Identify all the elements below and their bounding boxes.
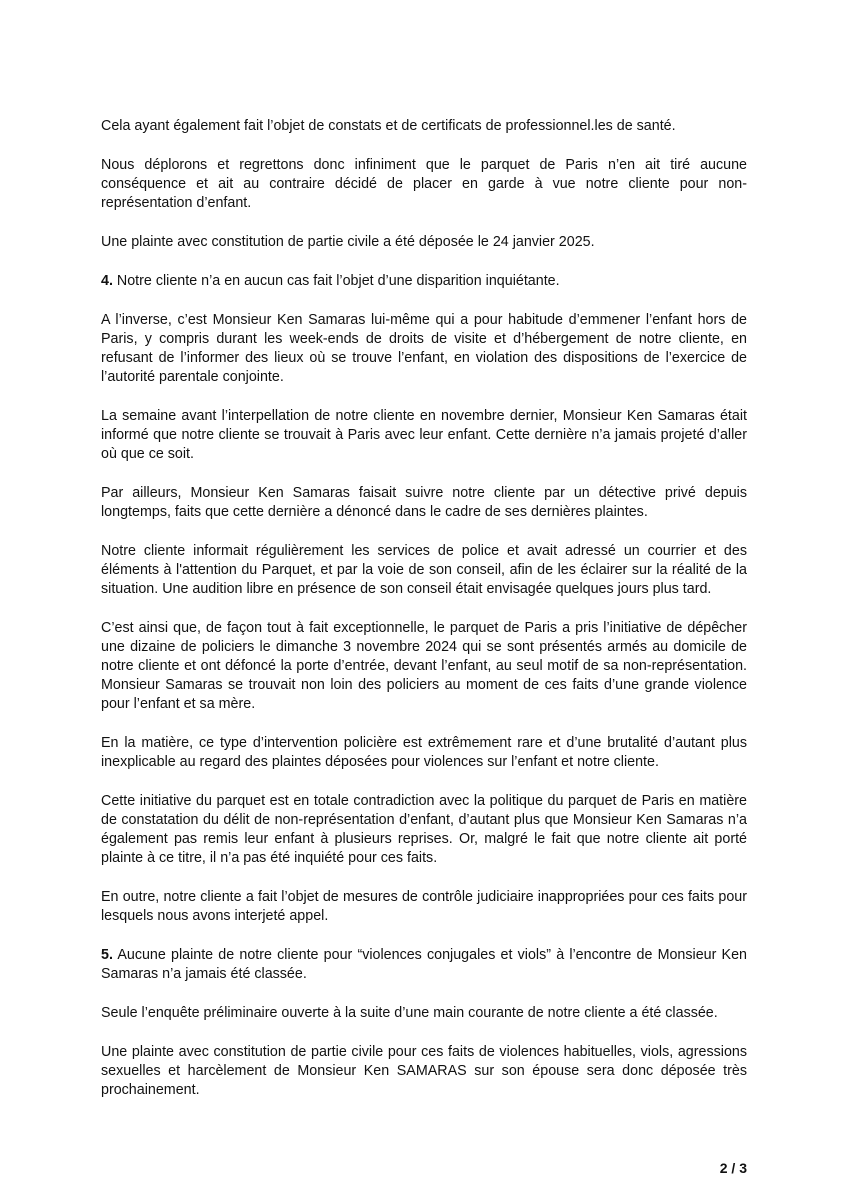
- paragraph-2: Nous déplorons et regrettons donc infiniment que le parquet de Paris n’en ait tiré aucune conséquence et ait au contraire décidé de placer en garde à vue notre cliente pour non-représentation d’enfant.: [101, 157, 747, 211]
- document-body: [101, 117, 747, 1120]
- paragraph-1: Cela ayant également fait l’objet de constats et de certificats de professionnel.les de santé.: [101, 118, 676, 134]
- paragraph-14: Seule l’enquête préliminaire ouverte à la suite d’une main courante de notre cliente a été classée.: [101, 1005, 718, 1021]
- paragraph-9: C’est ainsi que, de façon tout à fait exceptionnelle, le parquet de Paris a pris l’initiative de dépêcher une dizaine de policiers le dimanche 3 novembre 2024 qui se sont présentés armés au domicile de notre cliente et ont défoncé la porte d’entrée, devant l’enfant, au seul motif de sa non-représentation. Monsieur Samaras se trouvait non loin des policiers au moment de ces faits d’une grande violence pour l’enfant et sa mère.: [101, 620, 747, 712]
- paragraph-15: Une plainte avec constitution de partie civile pour ces faits de violences habituelles, viols, agressions sexuelles et harcèlement de Monsieur Ken SAMARAS sur son épouse sera donc déposée très prochainement.: [101, 1044, 747, 1098]
- paragraph-8: Notre cliente informait régulièrement les services de police et avait adressé un courrier et des éléments à l'attention du Parquet, et par la voie de son conseil, afin de les éclairer sur la réalité de la situation. Une audition libre en présence de son conseil était envisagée quelques jours plus tard.: [101, 543, 747, 597]
- paragraph-6: La semaine avant l’interpellation de notre cliente en novembre dernier, Monsieur Ken Samaras était informé que notre cliente se trouvait à Paris avec leur enfant. Cette dernière n’a jamais projeté d’aller où que ce soit.: [101, 408, 747, 462]
- paragraph-13: 5. Aucune plainte de notre cliente pour “violences conjugales et viols” à l’encontre de Monsieur Ken Samaras n’a jamais été classée.: [101, 947, 747, 982]
- paragraph-4: 4. Notre cliente n’a en aucun cas fait l’objet d’une disparition inquiétante.: [101, 273, 560, 289]
- paragraph-number: 4.: [101, 273, 113, 289]
- paragraph-number: 5.: [101, 947, 113, 963]
- paragraph-10: En la matière, ce type d’intervention policière est extrêmement rare et d’une brutalité d’autant plus inexplicable au regard des plaintes déposées pour violences sur l’enfant et notre cliente.: [101, 735, 747, 770]
- paragraph-3: Une plainte avec constitution de partie civile a été déposée le 24 janvier 2025.: [101, 234, 595, 250]
- page-number: 2 / 3: [719, 1160, 747, 1176]
- paragraph-12: En outre, notre cliente a fait l’objet de mesures de contrôle judiciaire inappropriées pour ces faits pour lesquels nous avons interjeté appel.: [101, 889, 747, 924]
- paragraph-7: Par ailleurs, Monsieur Ken Samaras faisait suivre notre cliente par un détective privé depuis longtemps, faits que cette dernière a dénoncé dans le cadre de ses dernières plaintes.: [101, 485, 747, 520]
- paragraph-11: Cette initiative du parquet est en totale contradiction avec la politique du parquet de Paris en matière de constatation du délit de non-représentation d’enfant, d’autant plus que Monsieur Ken Samaras n’a également pas remis leur enfant à plusieurs reprises. Or, malgré le fait que notre cliente ait porté plainte à ce titre, il n’a pas été inquiété pour ces faits.: [101, 793, 747, 866]
- paragraph-5: A l’inverse, c’est Monsieur Ken Samaras lui-même qui a pour habitude d’emmener l’enfant hors de Paris, y compris durant les week-ends de droits de visite et d’hébergement de notre cliente, en refusant de l’informer des lieux où se trouve l’enfant, en violation des dispositions de l’exercice de l’autorité parentale conjointe.: [101, 312, 747, 385]
